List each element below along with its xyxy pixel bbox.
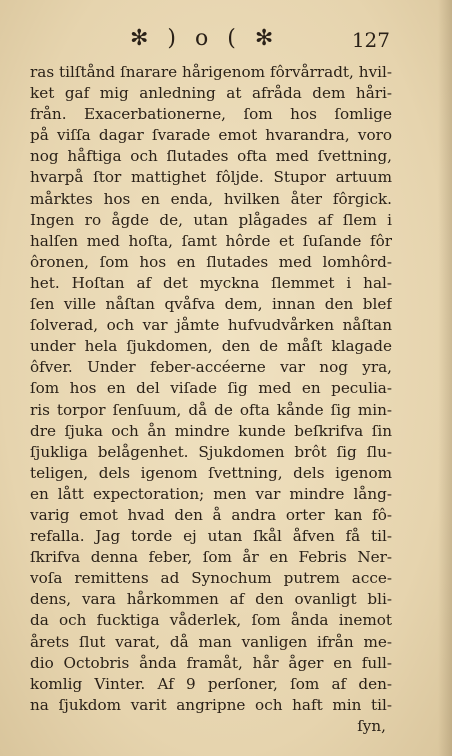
text-line: het. Hoſtan af det myckna ſlemmet i hal- (30, 273, 392, 292)
text-line: från. Exacerbationerne, ſom hos ſomlige (30, 105, 392, 124)
text-line: ſolverad, och var jåmte hufvudvårken nåſtan (30, 316, 392, 335)
catchword: ſyn, (357, 716, 386, 735)
text-line: na ſjukdom varit angripne och haft min til- (30, 695, 392, 714)
text-line: dens, vara hårkommen af den ovanligt bli- (30, 590, 392, 609)
text-line: halſen med hoſta, ſamt hôrde et ſuſande fôr (30, 231, 392, 250)
text-line: mårktes hos en enda, hvilken åter fôrgick. (30, 189, 392, 208)
body-text (30, 62, 392, 737)
text-line: ket gaf mig anledning at afråda dem håri- (30, 84, 392, 103)
text-line: hvarpå ſtor mattighet fôljde. Stupor artuum (30, 168, 392, 187)
text-line: ris torpor ſenſuum, då de ofta kånde ſig min- (30, 400, 392, 419)
text-line: en lått expectoration; men var mindre lång- (30, 484, 392, 503)
text-line: ſkrifva denna feber, ſom år en Febris Ner- (30, 548, 392, 567)
text-line: på viſſa dagar ſvarade emot hvarandra, voro (30, 126, 392, 145)
text-line: da och fucktiga våderlek, ſom ånda inemot (30, 611, 392, 630)
text-line: ſjukliga belågenhet. Sjukdomen brôt ſig ſlu- (30, 442, 392, 461)
text-line: komlig Vinter. Af 9 perſoner, ſom af den- (30, 674, 392, 693)
text-line: refalla. Jag torde ej utan ſkål åfven få til- (30, 527, 392, 546)
text-line: ſen ville nåſtan qvåfva dem, innan den blef (30, 295, 392, 314)
text-line: voſa remittens ad Synochum putrem acce- (30, 569, 392, 588)
text-line: ôfver. Under feber-accéerne var nog yra, (30, 358, 392, 377)
text-line: dre ſjuka och ån mindre kunde beſkrifva ſin (30, 421, 392, 440)
text-line: varig emot hvad den å andra orter kan fô- (30, 505, 392, 524)
text-line: årets ſlut varat, då man vanligen ifrån me- (30, 632, 392, 651)
text-line: ras tilſtånd ſnarare hårigenom fôrvårradt, hvil- (30, 63, 392, 81)
page-number: 127 (351, 28, 390, 52)
text-line: Ingen ro ågde de, utan plågades af ſlem i (30, 210, 392, 229)
page-header (0, 26, 452, 54)
text-line: teligen, dels igenom ſvettning, dels igenom (30, 463, 392, 482)
page-edge-shadow (438, 0, 452, 756)
header-ornament: ✻ ) o ( ✻ (130, 26, 280, 51)
text-line: ôronen, ſom hos en ſlutades med lomhôrd- (30, 252, 392, 271)
text-line: under hela ſjukdomen, den de måſt klagade (30, 337, 392, 356)
text-line: dio Octobris ånda framåt, hår åger en full- (30, 653, 392, 672)
text-line: nog håftiga och ſlutades ofta med ſvettning, (30, 147, 392, 166)
text-line: ſom hos en del viſade ſig med en peculia- (30, 379, 392, 398)
